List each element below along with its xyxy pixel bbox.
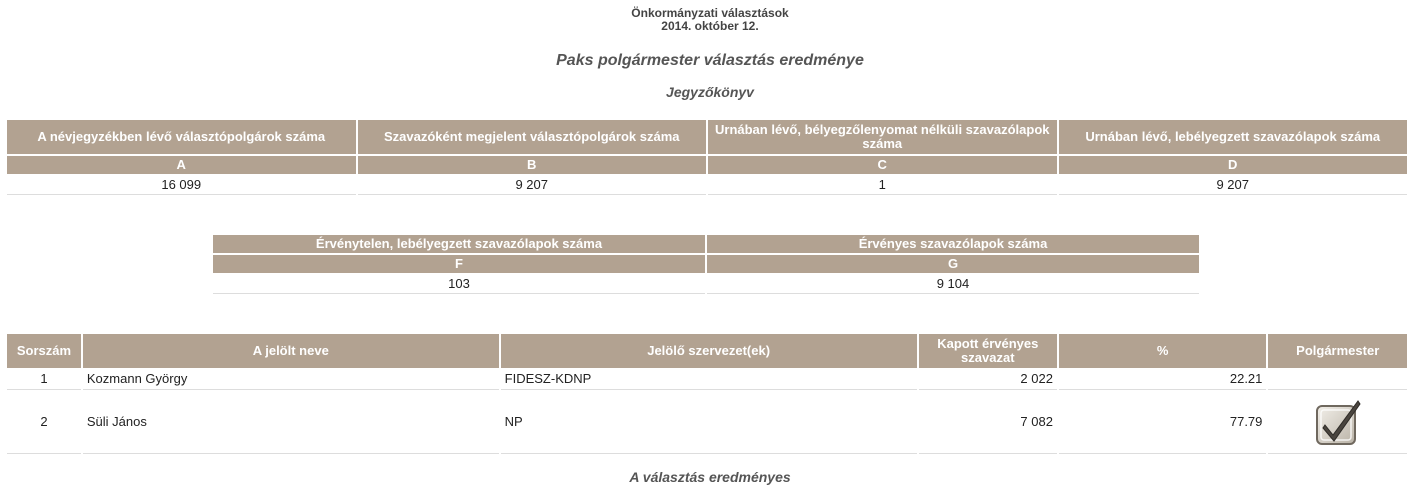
col-code-g: G bbox=[707, 253, 1199, 273]
result-status: A választás eredményes bbox=[629, 469, 791, 485]
col-header-number: Sorszám bbox=[7, 334, 81, 368]
value-appeared: 9 207 bbox=[358, 174, 707, 195]
results-table bbox=[5, 334, 1409, 454]
row-number: 2 bbox=[7, 390, 81, 454]
col-header-votes: Kapott érvényes szavazat bbox=[919, 334, 1057, 368]
table-row bbox=[7, 368, 1407, 390]
election-date: 2014. október 12. bbox=[661, 19, 759, 33]
row-number: 1 bbox=[7, 368, 81, 390]
col-header-appeared: Szavazóként megjelent választópolgárok száma bbox=[358, 120, 707, 154]
col-code-c: C bbox=[708, 154, 1057, 174]
table-row bbox=[7, 390, 1407, 454]
mayor-cell bbox=[1268, 368, 1407, 390]
candidate-name: Kozmann György bbox=[83, 368, 499, 390]
value-invalid: 103 bbox=[213, 273, 705, 294]
page-title: Paks polgármester választás eredménye bbox=[556, 52, 864, 69]
checkbox-checked-icon bbox=[1314, 398, 1362, 446]
candidate-organization: FIDESZ-KDNP bbox=[501, 368, 917, 390]
candidate-organization: NP bbox=[501, 390, 917, 454]
col-header-mayor: Polgármester bbox=[1268, 334, 1407, 368]
candidate-votes: 2 022 bbox=[919, 368, 1057, 390]
page-subtitle: Jegyzőkönyv bbox=[666, 84, 754, 100]
col-code-a: A bbox=[7, 154, 356, 174]
election-header bbox=[0, 0, 1420, 33]
value-stamped: 9 207 bbox=[1059, 174, 1408, 195]
col-header-organization: Jelölő szervezet(ek) bbox=[501, 334, 917, 368]
election-type: Önkormányzati választások bbox=[631, 6, 789, 20]
candidate-percent: 22.21 bbox=[1059, 368, 1266, 390]
col-header-unstamped: Urnában lévő, bélyegzőlenyomat nélküli szavazólapok száma bbox=[708, 120, 1057, 154]
value-registered: 16 099 bbox=[7, 174, 356, 195]
col-code-f: F bbox=[213, 253, 705, 273]
col-header-registered: A névjegyzékben lévő választópolgárok száma bbox=[7, 120, 356, 154]
value-valid: 9 104 bbox=[707, 273, 1199, 294]
col-code-b: B bbox=[358, 154, 707, 174]
ballots-table bbox=[211, 235, 1201, 294]
col-header-candidate: A jelölt neve bbox=[83, 334, 499, 368]
candidate-votes: 7 082 bbox=[919, 390, 1057, 454]
col-header-percent: % bbox=[1059, 334, 1266, 368]
col-header-stamped: Urnában lévő, lebélyegzett szavazólapok száma bbox=[1059, 120, 1408, 154]
voters-table bbox=[5, 120, 1409, 195]
col-header-invalid: Érvénytelen, lebélyegzett szavazólapok száma bbox=[213, 235, 705, 253]
col-header-valid: Érvényes szavazólapok száma bbox=[707, 235, 1199, 253]
candidate-percent: 77.79 bbox=[1059, 390, 1266, 454]
mayor-cell bbox=[1268, 390, 1407, 454]
candidate-name: Süli János bbox=[83, 390, 499, 454]
value-unstamped: 1 bbox=[708, 174, 1057, 195]
col-code-d: D bbox=[1059, 154, 1408, 174]
